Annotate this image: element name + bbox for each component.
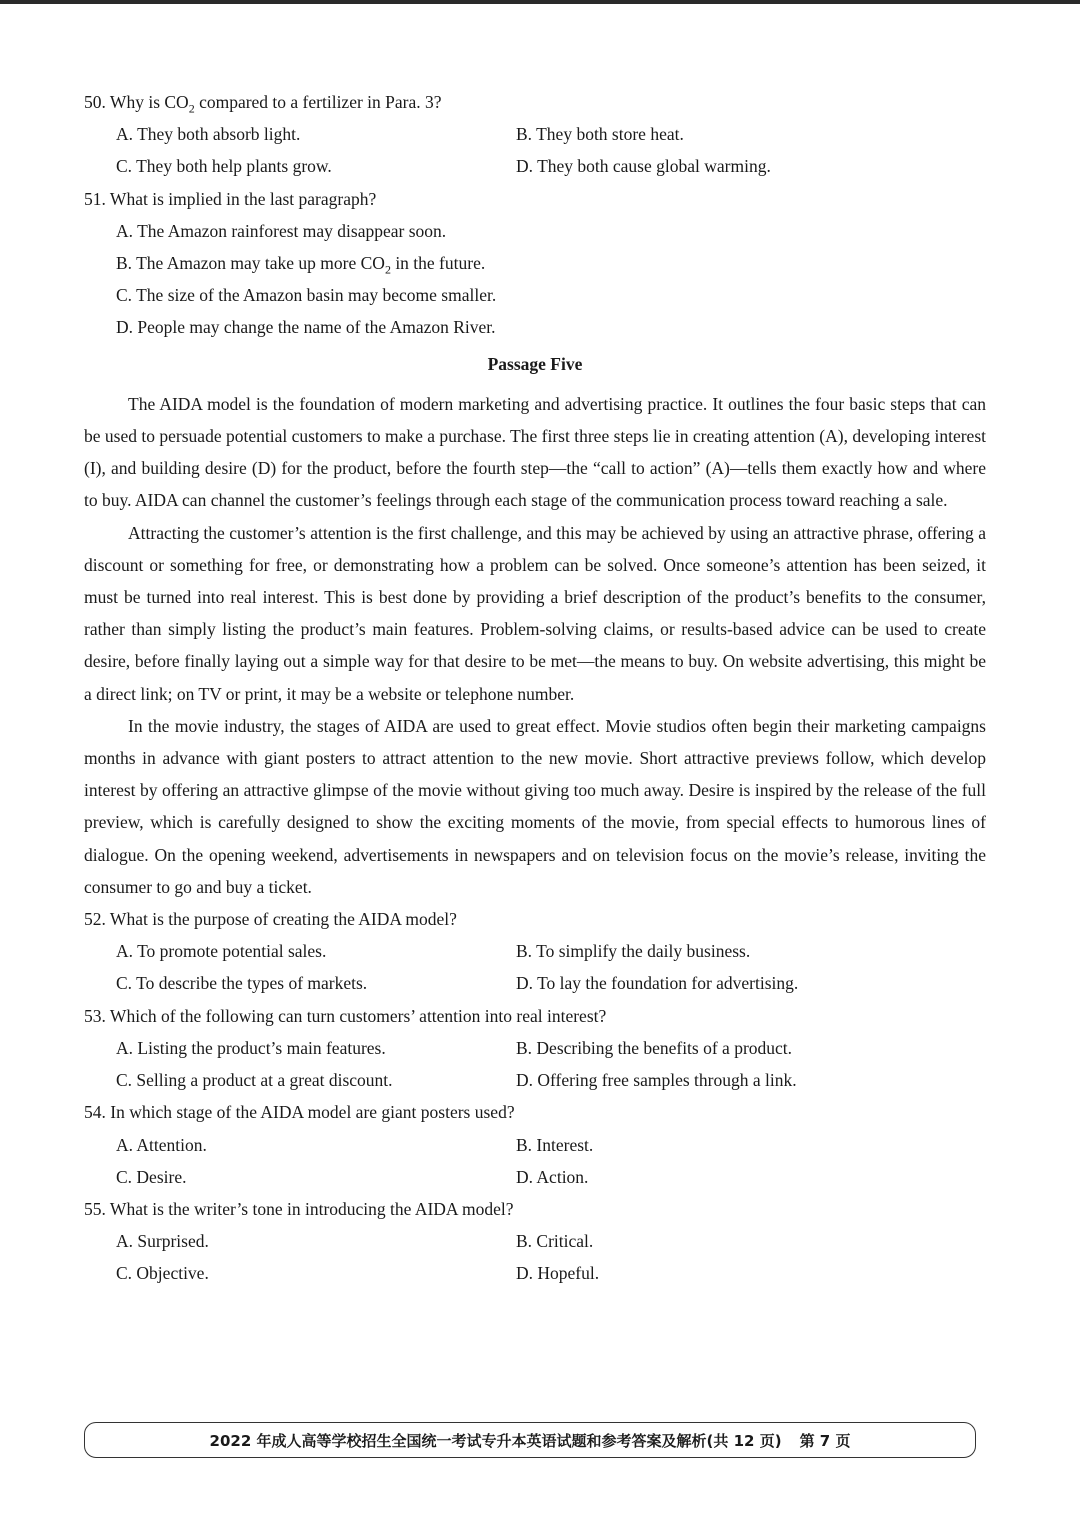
page-footer	[84, 1422, 976, 1458]
option-a: A. The Amazon rainforest may disappear soon.	[116, 220, 447, 241]
question-stem: 53. Which of the following can turn customers’ attention into real interest?	[84, 1005, 607, 1026]
option-b: B. The Amazon may take up more $CO_2$ in the future.	[116, 253, 486, 277]
option-c: C. They both help plants grow.	[116, 156, 332, 177]
option-c: C. To describe the types of markets.	[116, 973, 368, 994]
question-50	[84, 86, 986, 183]
question-54	[84, 1096, 986, 1193]
option-a: A. Surprised.	[116, 1231, 209, 1252]
question-stem: 50. Why is $CO_2$ compared to a fertilizer in Para. 3?	[84, 92, 442, 116]
passage-body	[84, 388, 986, 903]
option-d: D. They both cause global warming.	[516, 156, 771, 177]
option-b: B. Describing the benefits of a product.	[516, 1037, 793, 1058]
footer-title: 2022 年成人高等学校招生全国统一考试专升本英语试题和参考答案及解析(共 12 页)	[209, 1431, 782, 1450]
question-53	[84, 1000, 986, 1097]
top-border-rule	[0, 0, 1080, 4]
option-c: C. Objective.	[116, 1263, 209, 1284]
option-a: A. To promote potential sales.	[116, 941, 327, 962]
option-a: A. They both absorb light.	[116, 124, 301, 145]
option-c: C. The size of the Amazon basin may become smaller.	[116, 285, 497, 306]
question-51	[84, 183, 986, 344]
question-55	[84, 1193, 986, 1290]
option-c: C. Selling a product at a great discount.	[116, 1070, 393, 1091]
question-stem: 51. What is implied in the last paragraph?	[84, 188, 377, 209]
question-stem: 55. What is the writer’s tone in introducing the AIDA model?	[84, 1198, 514, 1219]
passage-paragraph: The AIDA model is the foundation of modern marketing and advertising practice. It outlines the four basic steps that can be used to persuade potential customers to make a purchase. The first three steps lie in creating attention (A), developing interest (I), and building desire (D) for the product, before the fourth step—the “call to action” (A)—tells them exactly how and where to buy. AIDA can channel the customer’s feelings through each stage of the communication process toward reaching a sale.	[84, 393, 986, 511]
question-stem: 52. What is the purpose of creating the AIDA model?	[84, 909, 457, 930]
option-d: D. Action.	[516, 1166, 589, 1187]
option-d: D. Offering free samples through a link.	[516, 1070, 797, 1091]
question-stem: 54. In which stage of the AIDA model are giant posters used?	[84, 1102, 515, 1123]
passage-paragraph: In the movie industry, the stages of AIDA are used to great effect. Movie studios often begin their marketing campaigns months in advance with giant posters to attract attention to the new movie. Short attractive previews follow, which develop interest by offering an attractive glimpse of the movie without giving too much away. Desire is inspired by the release of the full preview, which is carefully designed to show the exciting moments of the movie, from special effects to humorous lines of dialogue. On the opening weekend, advertisements in newspapers and on television focus on the movie’s release, inviting the consumer to go and buy a ticket.	[84, 715, 986, 897]
page-number: 第 7 页	[799, 1431, 851, 1450]
exam-page	[84, 86, 986, 1290]
option-a: A. Attention.	[116, 1134, 207, 1155]
option-b: B. Interest.	[516, 1134, 594, 1155]
passage-title: Passage Five	[487, 353, 583, 374]
passage-paragraph: Attracting the customer’s attention is the first challenge, and this may be achieved by using an attractive phrase, offering a discount or something for free, or demonstrating how a problem can be solved. Once someone’s attention has been seized, it must be turned into real interest. This is best done by providing a brief description of the product’s benefits to the consumer, rather than simply listing the product’s main features. Problem-solving claims, or results-based advice can be used to create desire, before finally laying out a simple way for that desire to be met—the means to buy. On website advertising, this might be a direct link; on TV or print, it may be a website or telephone number.	[84, 522, 986, 704]
option-b: B. To simplify the daily business.	[516, 941, 751, 962]
question-52	[84, 903, 986, 1000]
option-d: D. People may change the name of the Amazon River.	[116, 317, 496, 338]
option-b: B. Critical.	[516, 1231, 594, 1252]
option-c: C. Desire.	[116, 1166, 187, 1187]
option-d: D. To lay the foundation for advertising.	[516, 973, 799, 994]
option-a: A. Listing the product’s main features.	[116, 1037, 386, 1058]
option-b: B. They both store heat.	[516, 124, 684, 145]
option-d: D. Hopeful.	[516, 1263, 600, 1284]
